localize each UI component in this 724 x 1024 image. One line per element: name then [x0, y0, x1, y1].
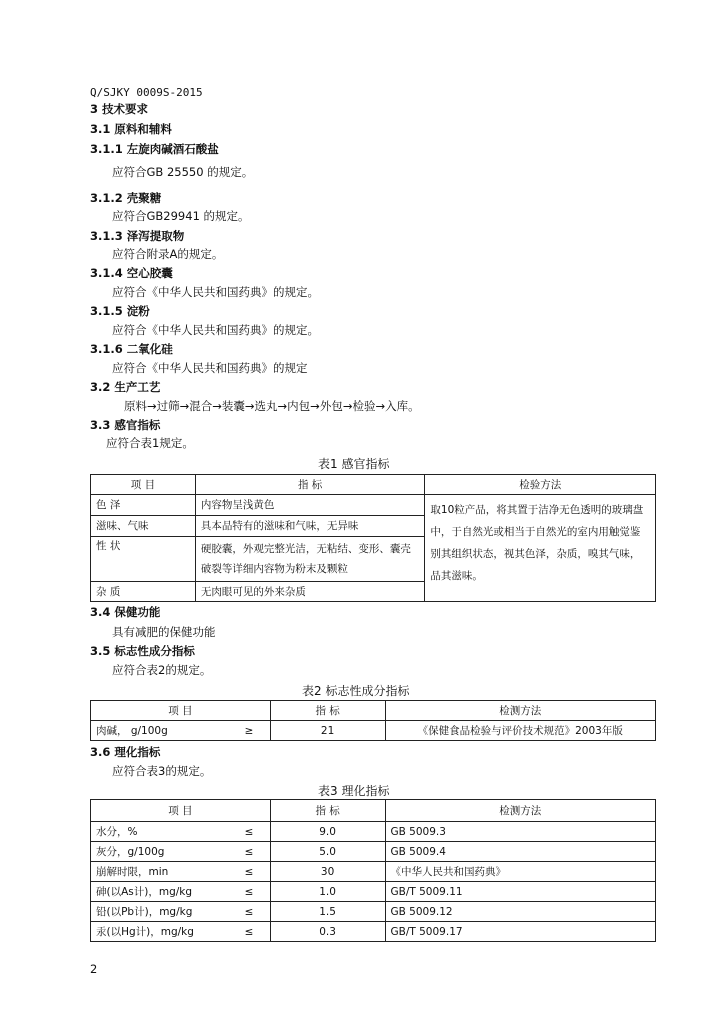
section-3-5-title: 3.5 标志性成分指标 [90, 644, 195, 658]
section-3-1-1-text: 应符合GB 25550 的规定。 [112, 165, 254, 179]
table-cell: 色 泽 [91, 495, 196, 516]
table-cell: 0.3 [270, 922, 385, 942]
table-cell: 铅(以Pb计)，mg/kg [91, 902, 229, 922]
table-cell: 《保健食品检验与评价技术规范》2003年版 [385, 721, 656, 741]
table2-caption: 表2 标志性成分指标 [302, 684, 410, 698]
table-row [91, 822, 656, 842]
section-3-title: 3 技术要求 [90, 102, 149, 116]
page-number: 2 [90, 962, 98, 976]
table-header-cell: 项 目 [91, 475, 196, 495]
table-cell: 1.0 [270, 882, 385, 902]
section-3-1-5-title: 3.1.5 淀粉 [90, 304, 150, 318]
section-3-1-4-text: 应符合《中华人民共和国药典》的规定。 [112, 285, 319, 299]
table-header-cell: 检测方法 [385, 800, 656, 822]
table-row [91, 902, 656, 922]
table-cell: GB/T 5009.17 [385, 922, 656, 942]
table-row [91, 922, 656, 942]
table-cell: 水分，% [91, 822, 229, 842]
table-cell: 1.5 [270, 902, 385, 922]
table-header-cell: 指 标 [270, 800, 385, 822]
section-3-1-3-text: 应符合附录A的规定。 [112, 247, 224, 261]
table-cell: ≤ [228, 822, 270, 842]
table-cell: 《中华人民共和国药典》 [385, 862, 656, 882]
sensory-table [90, 474, 656, 602]
section-3-1-6-text: 应符合《中华人民共和国药典》的规定 [112, 361, 308, 375]
table-cell: 砷(以As计)，mg/kg [91, 882, 229, 902]
section-3-1-1-title: 3.1.1 左旋肉碱酒石酸盐 [90, 142, 219, 156]
table-cell: 30 [270, 862, 385, 882]
table-cell: 汞(以Hg计)，mg/kg [91, 922, 229, 942]
table-cell: 性 状 [91, 537, 196, 582]
table-cell: GB 5009.3 [385, 822, 656, 842]
section-3-5-text: 应符合表2的规定。 [112, 663, 212, 677]
table-cell: 杂 质 [91, 582, 196, 602]
section-3-6-text: 应符合表3的规定。 [112, 764, 212, 778]
table-cell: 内容物呈浅黄色 [195, 495, 425, 516]
section-3-3-title: 3.3 感官指标 [90, 418, 161, 432]
section-3-1-4-title: 3.1.4 空心胶囊 [90, 266, 173, 280]
table-cell: GB/T 5009.11 [385, 882, 656, 902]
table-cell: ≤ [228, 902, 270, 922]
table-cell: ≤ [228, 922, 270, 942]
table-row [91, 882, 656, 902]
table-header-cell: 项 目 [91, 701, 271, 721]
table-header-cell: 检验方法 [425, 475, 656, 495]
section-3-4-text: 具有减肥的保健功能 [112, 625, 216, 639]
table-row [91, 842, 656, 862]
table-row [91, 721, 656, 741]
table-cell: 21 [270, 721, 385, 741]
table-cell: 肉碱， g/100g [91, 721, 229, 741]
table-header-row [91, 800, 656, 822]
table-cell: ≤ [228, 842, 270, 862]
table-cell: 硬胶囊，外观完整光洁，无粘结、变形、囊壳破裂等详细内容物为粉末及颗粒 [195, 537, 425, 582]
physchem-table [90, 799, 656, 942]
table-header-cell: 项 目 [91, 800, 271, 822]
section-3-1-3-title: 3.1.3 泽泻提取物 [90, 229, 185, 243]
table-cell: 5.0 [270, 842, 385, 862]
table-cell: 9.0 [270, 822, 385, 842]
table-cell: 无肉眼可见的外来杂质 [195, 582, 425, 602]
table-cell: 崩解时限，min [91, 862, 229, 882]
marker-table [90, 700, 656, 741]
test-method-cell: 取10粒产品，将其置于洁净无色透明的玻璃盘中，于自然光或相当于自然光的室内用触觉鉴别其组织状态，视其色泽，杂质，嗅其气味，品其滋味。 [425, 495, 656, 602]
table-cell: ≤ [228, 882, 270, 902]
section-3-1-2-text: 应符合GB29941 的规定。 [112, 209, 250, 223]
table-header-cell: 指 标 [195, 475, 425, 495]
section-3-4-title: 3.4 保健功能 [90, 605, 161, 619]
section-3-6-title: 3.6 理化指标 [90, 745, 161, 759]
section-3-3-text: 应符合表1规定。 [106, 436, 194, 450]
section-3-2-text: 原料→过筛→混合→装囊→选丸→内包→外包→检验→入库。 [124, 399, 420, 413]
table-header-cell: 指 标 [270, 701, 385, 721]
table-cell: 滋味、气味 [91, 516, 196, 537]
table3-caption: 表3 理化指标 [318, 784, 390, 798]
table-cell: ≤ [228, 862, 270, 882]
table-header-row [91, 701, 656, 721]
section-3-1-2-title: 3.1.2 壳聚糖 [90, 191, 162, 205]
section-3-1-title: 3.1 原料和辅料 [90, 122, 172, 136]
table-cell: GB 5009.4 [385, 842, 656, 862]
section-3-1-5-text: 应符合《中华人民共和国药典》的规定。 [112, 323, 319, 337]
table-header-cell: 检测方法 [385, 701, 656, 721]
table-row [91, 495, 656, 516]
table-cell: GB 5009.12 [385, 902, 656, 922]
doc-id: Q/SJKY 0009S-2015 [90, 86, 203, 99]
table-row [91, 862, 656, 882]
table-cell: 具本品特有的滋味和气味，无异味 [195, 516, 425, 537]
table1-caption: 表1 感官指标 [318, 457, 390, 471]
table-cell: 灰分，g/100g [91, 842, 229, 862]
table-cell: ≥ [228, 721, 270, 741]
table-header-row [91, 475, 656, 495]
section-3-1-6-title: 3.1.6 二氧化硅 [90, 342, 173, 356]
section-3-2-title: 3.2 生产工艺 [90, 380, 161, 394]
